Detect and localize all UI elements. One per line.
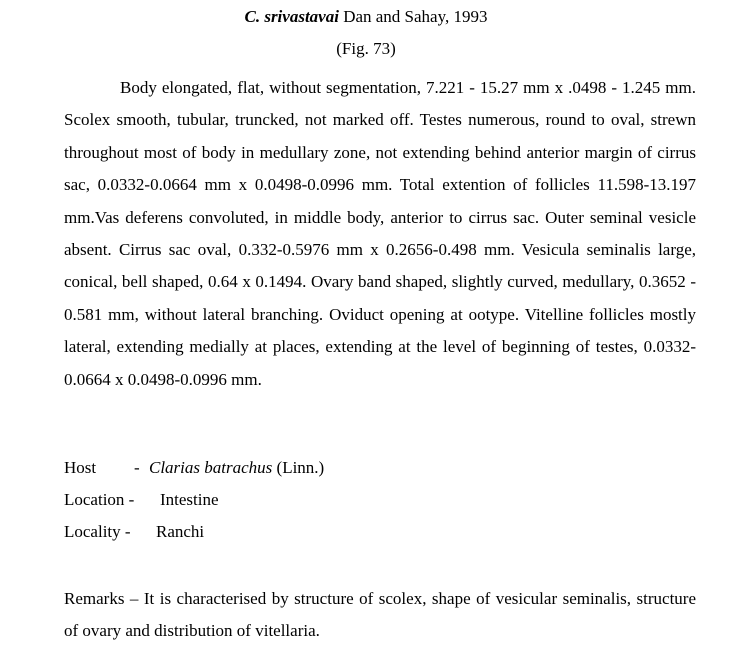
location-label: Location - [64,490,135,509]
host-authority: (Linn.) [276,458,325,477]
remarks-paragraph: Remarks – It is characterised by structure of scolex, shape of vesicular seminalis, structure of ovary and distribution of vitellaria. [64,589,696,641]
location-value: Intestine [160,490,219,509]
description-text: Body elongated, flat, without segmentation, 7.221 - 15.27 mm x .0498 - 1.245 mm. Scolex smooth, tubular, truncked, not marked off. Testes numerous, round to oval, strewn throughout most of body in medullary zone, not extending behind anterior margin of cirrus sac, 0.0332-0.0664 mm x 0.0498-0.0996 mm. Total extention of follicles 11.598-13.197 mm.Vas deferens convoluted, in middle body, anterior to cirrus sac. Outer seminal vesicle absent. Cirrus sac oval, 0.332-0.5976 mm x 0.2656-0.498 mm. Vesicula seminalis large, conical, bell shaped, 0.64 x 0.1494. Ovary band shaped, slightly curved, medullary, 0.3652 - 0.581 mm, without lateral branching. Oviduct opening at ootype. Vitelline follicles mostly lateral, extending medially at places, extending at the level of beginning of testes, 0.0332-0.0664 x 0.0498-0.0996 mm. [64,78,696,389]
locality-row [64,521,204,543]
host-species: Clarias batrachus [149,458,273,477]
host-label: Host [64,458,97,477]
species-name: C. srivastavai [244,7,339,26]
species-title [0,6,732,28]
species-authority: Dan and Sahay, 1993 [343,7,488,26]
location-row [64,489,219,511]
locality-label: Locality - [64,522,131,541]
host-separator: - [134,458,140,477]
description-paragraph [64,72,696,396]
host-row [64,457,324,479]
figure-reference: (Fig. 73) [336,39,396,58]
locality-value: Ranchi [156,522,205,541]
